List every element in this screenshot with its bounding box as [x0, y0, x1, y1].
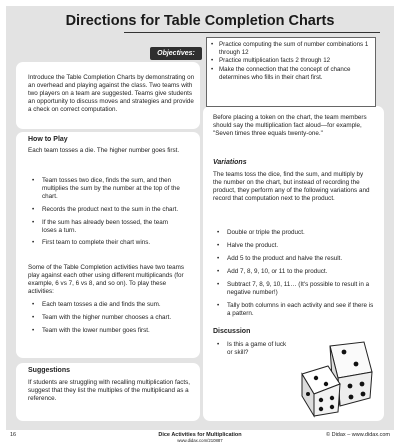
variation-item: • Subtract 7, 8, 9, 10, 11… (It's possible to result in a negative number!)	[217, 281, 375, 297]
variations-heading: Variations	[213, 159, 247, 166]
multiplicand-intro: Some of the Table Completion activities have two teams play against each other using different multiplicands (for example, 6 vs 7, 6 vs 8, and so on). To play these activities:	[28, 264, 184, 295]
variations-body: The teams toss the dice, find the sum, and multiply by the number on the chart, but instead of recording the product, they perform any of the following variations and record that computation next to the product.	[213, 171, 370, 202]
variation-item: • Double or triple the product.	[217, 229, 375, 237]
step-item: • Team tosses two dice, finds the sum, and then multiplies the sum by the number at the top of the chart.	[32, 177, 182, 201]
multiplicand-steps	[32, 301, 182, 340]
variations-list	[217, 229, 375, 323]
variation-item: • Halve the product.	[217, 242, 375, 250]
discussion-list	[217, 341, 287, 357]
step-item: • First team to complete their chart wins.	[32, 239, 182, 247]
step-item: • Records the product next to the sum in the chart.	[32, 206, 182, 214]
token-instructions: Before placing a token on the chart, the team members should say the multiplication fact aloud—for example, "Seven times three equals twenty-one."	[213, 114, 367, 137]
copyright: © Didax – www.didax.com	[326, 432, 390, 438]
how-to-play-steps	[32, 177, 182, 252]
dice-illustration	[294, 336, 376, 418]
objective-item: • Practice computing the sum of number combinations 1 through 12	[211, 41, 371, 56]
multi-step-item: • Team with the lower number goes first.	[32, 327, 182, 335]
multi-step-item: • Each team tosses a die and finds the sum.	[32, 301, 182, 309]
multi-step-item: • Team with the higher number chooses a chart.	[32, 314, 182, 322]
how-to-play-body: Each team tosses a die. The higher number goes first.	[28, 147, 180, 154]
page-footer	[6, 432, 394, 444]
step-item: • If the sum has already been tossed, the team loses a turn.	[32, 219, 182, 235]
variation-item: • Add 7, 8, 9, 10, or 11 to the product.	[217, 268, 375, 276]
objectives-label: Objectives:	[150, 47, 202, 60]
intro-paragraph: Introduce the Table Completion Charts by demonstrating on an overhead and playing against the class. Two teams with two players on a team are suggested. Teams give students an opportunity to discuss moves and strategies and provide a check on correct computation.	[28, 74, 195, 113]
book-website: www.didax.com/210887	[177, 438, 223, 443]
suggestions-body: If students are struggling with recalling multiplication facts, suggest that they list the multiples of the multiplicand as a reference.	[28, 379, 191, 402]
objective-item: • Practice multiplication facts 2 through 12	[211, 57, 371, 65]
page-title: Directions for Table Completion Charts	[65, 13, 335, 29]
suggestions-heading: Suggestions	[28, 367, 71, 374]
variation-item: • Add 5 to the product and halve the result.	[217, 255, 375, 263]
discussion-heading: Discussion	[213, 328, 251, 335]
objective-item: • Make the connection that the concept of chance determines who fills in their chart first.	[211, 66, 371, 81]
variation-item: • Tally both columns in each activity and see if there is a pattern.	[217, 302, 375, 318]
page-background	[6, 6, 394, 430]
title-rule	[124, 32, 380, 33]
discussion-item: • Is this a game of luck or skill?	[217, 341, 287, 357]
book-title: Dice Activities for Multiplication	[158, 432, 242, 438]
objectives-box	[206, 37, 376, 107]
how-to-play-heading: How to Play	[28, 136, 68, 143]
page-number: 16	[10, 432, 17, 438]
